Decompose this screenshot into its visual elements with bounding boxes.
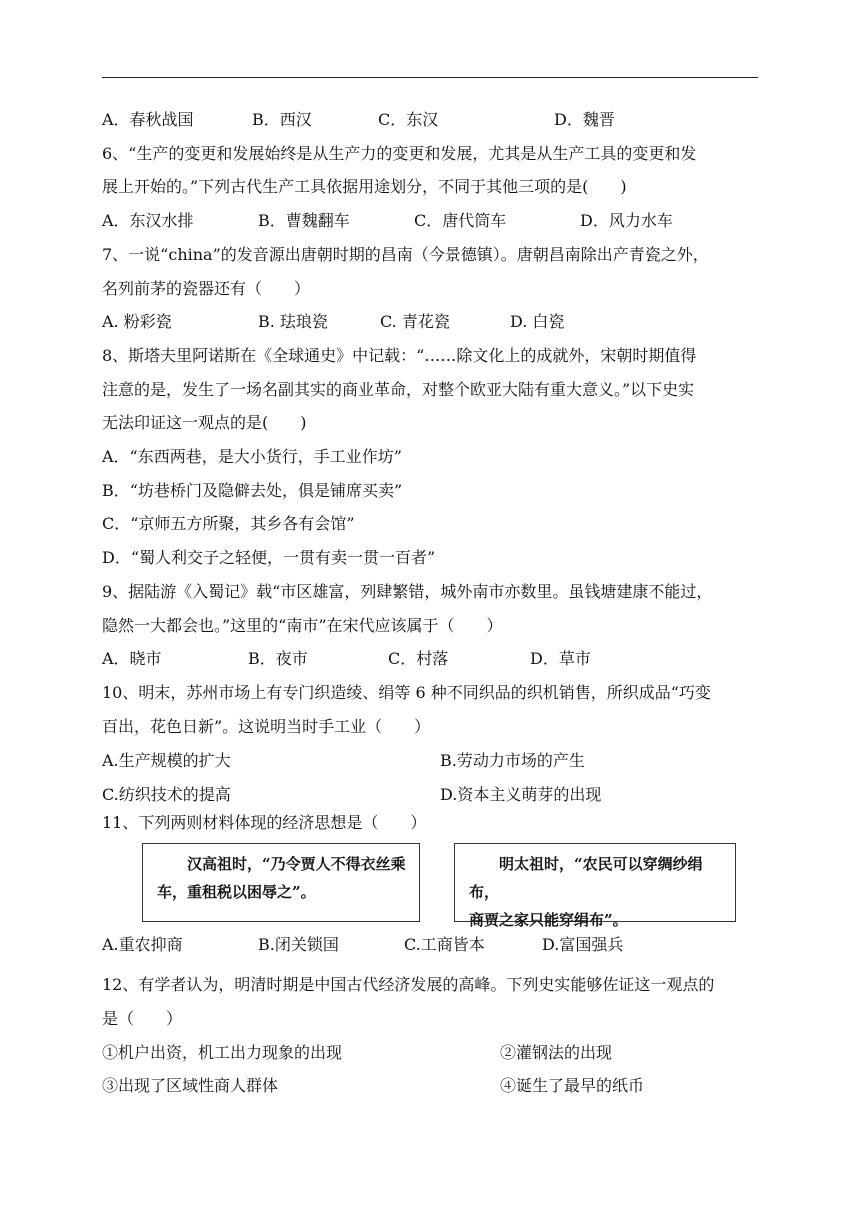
- q9-option-c: C．村落: [388, 649, 449, 668]
- q6-option-b: B．曹魏翻车: [258, 211, 350, 230]
- q8-option-b: B．“坊巷桥门及隐僻去处，俱是铺席买卖”: [102, 481, 403, 500]
- q7-stem-line1: 7、一说“china”的发音源出唐朝时期的昌南（今景德镇）。唐朝昌南除出产青瓷之外，: [102, 245, 709, 264]
- q7-stem-line2: 名列前茅的瓷器还有（ ）: [102, 279, 311, 298]
- q6-option-a: A．东汉水排: [102, 211, 194, 230]
- q11-stem-line1: 11、下列两则材料体现的经济思想是（ ）: [102, 813, 427, 832]
- q11-option-a: A.重农抑商: [102, 935, 183, 954]
- q12-item-1: ①机户出资，机工出力现象的出现: [102, 1043, 343, 1062]
- q12-stem-line1: 12、有学者认为，明清时期是中国古代经济发展的高峰。下列史实能够佐证这一观点的: [102, 975, 715, 994]
- q6-option-c: C．唐代筒车: [414, 211, 507, 230]
- q10-option-b: B.劳动力市场的产生: [440, 751, 585, 770]
- q12-item-2: ②灌钢法的出现: [500, 1043, 613, 1062]
- q10-stem-line2: 百出，花色日新”。这说明当时手工业（ ）: [102, 717, 431, 736]
- q10-option-d: D.资本主义萌芽的出现: [440, 785, 602, 804]
- q12-item-3: ③出现了区域性商人群体: [102, 1076, 279, 1095]
- q8-stem-line1: 8、斯塔夫里阿诺斯在《全球通史》中记载：“……除文化上的成就外，宋朝时期值得: [102, 346, 697, 365]
- q9-option-a: A．晓市: [102, 649, 162, 668]
- q9-stem-line2: 隐然一大都会也。”这里的“南市”在宋代应该属于（ ）: [102, 616, 503, 635]
- q11-box2-line1: 明太祖时，“农民可以穿绸纱绢布，: [469, 855, 703, 901]
- q11-box1-line1: 汉高祖时，“乃令贾人不得衣丝乘: [187, 855, 406, 873]
- q11-option-d: D.富国强兵: [542, 935, 624, 954]
- q11-material-box-1: [142, 843, 420, 922]
- q11-material-box-2: [454, 843, 736, 929]
- q7-option-c: C. 青花瓷: [380, 312, 450, 331]
- q7-option-d: D. 白瓷: [510, 312, 565, 331]
- q6-stem-line2: 展上开始的。”下列古代生产工具依据用途划分，不同于其他三项的是( ): [102, 177, 627, 196]
- q9-option-b: B．夜市: [248, 649, 308, 668]
- q9-option-d: D．草市: [530, 649, 591, 668]
- q5-option-a: A．春秋战国: [102, 110, 194, 129]
- q6-stem-line1: 6、“生产的变更和发展始终是从生产力的变更和发展，尤其是从生产工具的变更和发: [102, 144, 697, 163]
- q11-option-b: B.闭关锁国: [258, 935, 339, 954]
- q5-option-b: B．西汉: [252, 110, 312, 129]
- q12-stem-line2: 是（ ）: [102, 1009, 183, 1028]
- q8-option-c: C．“京师五方所聚，其乡各有会馆”: [102, 514, 355, 533]
- q7-option-a: A. 粉彩瓷: [102, 312, 172, 331]
- q6-option-d: D．风力水车: [580, 211, 673, 230]
- q5-option-c: C．东汉: [378, 110, 439, 129]
- q5-option-d: D．魏晋: [554, 110, 615, 129]
- q11-box2-line2: 商贾之家只能穿绢布”。: [469, 911, 628, 929]
- q8-option-d: D．“蜀人利交子之轻便，一贯有卖一贯一百者”: [102, 548, 436, 567]
- q11-option-c: C.工商皆本: [404, 935, 485, 954]
- q8-stem-line3: 无法印证这一观点的是( ): [102, 413, 307, 432]
- q8-option-a: A．“东西两巷，是大小货行，手工业作坊”: [102, 447, 402, 466]
- q7-option-b: B. 珐琅瓷: [258, 312, 328, 331]
- q8-stem-line2: 注意的是，发生了一场名副其实的商业革命，对整个欧亚大陆有重大意义。”以下史实: [102, 380, 695, 399]
- q10-stem-line1: 10、明末，苏州市场上有专门织造绫、绢等 6 种不同织品的织机销售，所织成品“巧变: [102, 683, 711, 702]
- q11-box1-line2: 车，重租税以困辱之”。: [157, 883, 316, 901]
- q9-stem-line1: 9、据陆游《入蜀记》载“市区雄富，列肆繁错，城外南市亦数里。虽钱塘建康不能过，: [102, 582, 713, 601]
- header-rule: [102, 77, 758, 78]
- q12-item-4: ④诞生了最早的纸币: [500, 1076, 645, 1095]
- q10-option-a: A.生产规模的扩大: [102, 751, 231, 770]
- q10-option-c: C.纺织技术的提高: [102, 785, 231, 804]
